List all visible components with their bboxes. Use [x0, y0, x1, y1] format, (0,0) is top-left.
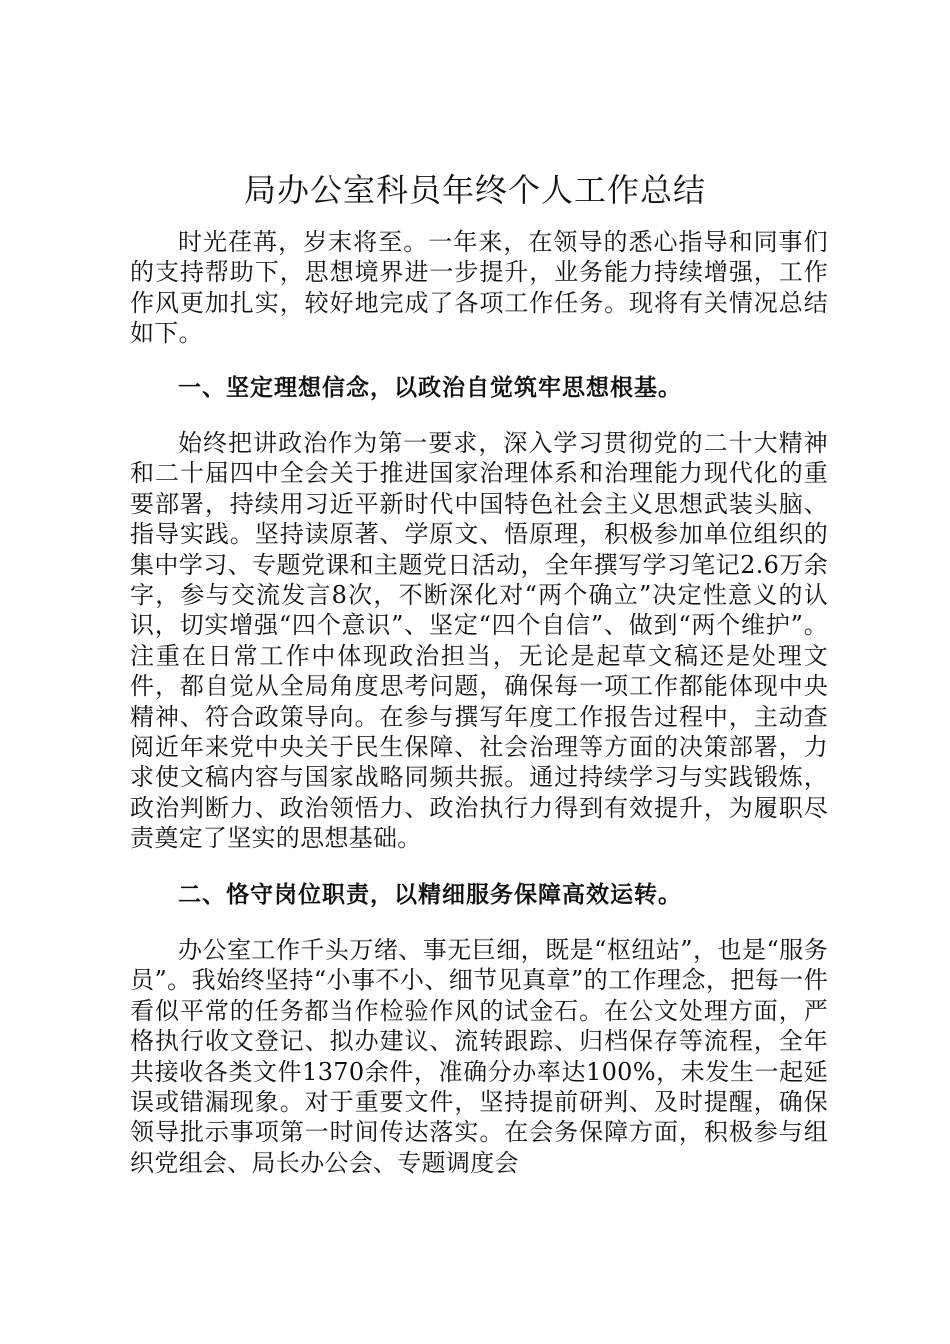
section-body-1: 始终把讲政治作为第一要求，深入学习贯彻党的二十大精神和二十届四中全会关于推进国家治理体系和治理能力现代化的重要部署，持续用习近平新时代中国特色社会主义思想武装头脑、指导实践。坚持读原著、学原文、悟原理，积极参加单位组织的集中学习、专题党课和主题党日活动，全年撰写学习笔记2.6万余字，参与交流发言8次，不断深化对“两个确立”决定性意义的认识，切实增强“四个意识”、坚定“四个自信”、做到“两个维护”。注重在日常工作中体现政治担当，无论是起草文稿还是处理文件，都自觉从全局角度思考问题，确保每一项工作都能体现中央精神、符合政策导向。在参与撰写年度工作报告过程中，主动查阅近年来党中央关于民生保障、社会治理等方面的决策部署，力求使文稿内容与国家战略同频共振。通过持续学习与实践锻炼，政治判断力、政治领悟力、政治执行力得到有效提升，为履职尽责奠定了坚实的思想基础。 [130, 429, 828, 853]
document-title: 局办公室科员年终个人工作总结 [243, 171, 706, 209]
section-heading-1: 一、坚定理想信念，以政治自觉筑牢思想根基。 [178, 375, 682, 401]
section-heading-2: 二、恪守岗位职责，以精细服务保障高效运转。 [178, 882, 682, 908]
intro-paragraph: 时光荏苒，岁末将至。一年来，在领导的悉心指导和同事们的支持帮助下，思想境界进一步提升，业务能力持续增强，工作作风更加扎实，较好地完成了各项工作任务。现将有关情况总结如下。 [130, 228, 828, 348]
section-body-2: 办公室工作千头万绪、事无巨细，既是“枢纽站”，也是“服务员”。我始终坚持“小事不小、细节见真章”的工作理念，把每一件看似平常的任务都当作检验作风的试金石。在公文处理方面，严格执行收文登记、拟办建议、流转跟踪、归档保存等流程，全年共接收各类文件1370余件，准确分办率达100%，未发生一起延误或错漏现象。对于重要文件，坚持提前研判、及时提醒，确保领导批示事项第一时间传达落实。在会务保障方面，积极参与组织党组会、局长办公会、专题调度会 [130, 936, 828, 1177]
